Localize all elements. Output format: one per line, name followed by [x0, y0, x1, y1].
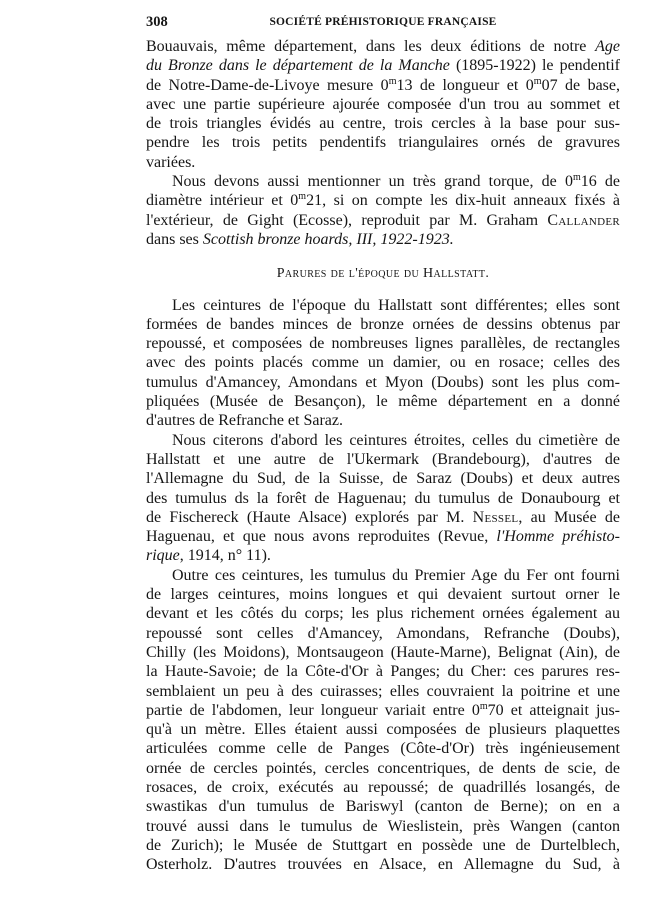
text-fragment: l'Homme préhisto- [496, 528, 620, 546]
text-line [146, 682, 620, 701]
text-fragment: avec une partie supérieure ajourée composée d'un trou au sommet et [146, 95, 620, 113]
superscript: m [572, 172, 581, 184]
text-fragment: de Zurich); le Musée de Stuttgart en possède une de Durtelblech, [146, 836, 620, 854]
text-fragment: de Notre-Dame-de-Livoye mesure 0 [146, 76, 389, 94]
text-line [146, 469, 620, 488]
text-fragment: Osterholz. D'autres trouvées en Alsace, en Allemagne du Sud, à [146, 856, 620, 874]
superscript: m [388, 75, 397, 87]
text-fragment: Hallstatt et une autre de l'Ukermark (Brandebourg), d'autres de [146, 450, 620, 468]
text-line [146, 373, 620, 392]
page-number: 308 [146, 14, 168, 30]
text-fragment: du Bronze dans le département de la Manche [146, 57, 450, 75]
text-line [146, 759, 620, 778]
text-fragment: l'extérieur, de Gight (Ecosse), reproduit par M. Graham [146, 211, 548, 229]
text-line [146, 211, 620, 230]
running-header [146, 14, 620, 32]
text-fragment: tumulus d'Amancey, Amondans et Myon (Doubs) sont les plus com- [146, 373, 620, 391]
text-line [146, 411, 620, 430]
text-fragment: l'Allemagne du Sud, de la Suisse, de Saraz (Doubs) et deux autres [146, 470, 620, 488]
text-line [146, 604, 620, 623]
text-line [146, 817, 620, 836]
text-line [146, 585, 620, 604]
text-line [146, 191, 620, 210]
text-fragment: repoussé, et composées de nombreuses lignes parallèles, de rectangles [146, 335, 620, 353]
text-fragment: semblaient un peu à des cuirasses; elles couvraient la poitrine et une [146, 682, 620, 700]
text-fragment: rique [146, 547, 180, 565]
text-line [146, 431, 620, 450]
text-fragment: 13 de longueur et 0 [396, 76, 534, 94]
journal-title: SOCIÉTÉ PRÉHISTORIQUE FRANÇAISE [269, 16, 497, 28]
text-line [146, 739, 620, 758]
text-fragment: Chilly (les Moidons), Montsaugeon (Haute-Marne), Belignat (Ain), de [146, 643, 620, 661]
text-line [146, 450, 620, 469]
text-fragment: avec des points placés comme un damier, ou en rosace; celles des [146, 354, 620, 372]
text-line [146, 508, 620, 527]
text-fragment: des tumulus ds la forêt de Haguenau; du tumulus de Donaubourg et [146, 489, 620, 507]
text-line [146, 172, 620, 191]
text-line [146, 527, 620, 546]
text-line [146, 230, 620, 249]
text-line [146, 95, 620, 114]
text-fragment: la Haute-Savoie; de la Côte-d'Or à Panges; du Cher: ces parures res- [146, 663, 620, 681]
text-line [146, 778, 620, 797]
text-line [146, 114, 620, 133]
text-line [146, 720, 620, 739]
text-fragment: devant et les côtés du corps; les plus richement ornées également au [146, 605, 620, 623]
text-line [146, 334, 620, 353]
text-fragment: rosaces, de croix, exécutés au repoussé; de quadrillés losangés, de [146, 778, 620, 796]
text-fragment: trouvé aussi dans le tumulus de Wieslistein, près Wangen (canton [146, 817, 620, 835]
text-fragment: , au Musée de [518, 508, 621, 526]
text-line [146, 296, 620, 315]
text-fragment: formées de bandes minces de bronze ornées de dessins obtenus par [146, 315, 620, 333]
text-line [146, 392, 620, 411]
text-line [146, 643, 620, 662]
text-fragment: d'autres de Refranche et Saraz. [146, 412, 343, 430]
text-line [146, 797, 620, 816]
text-line [146, 76, 620, 95]
text-fragment: 16 de [580, 173, 620, 191]
text-fragment: Nous devons aussi mentionner un très grand torque, de 0 [172, 173, 573, 191]
text-line [146, 662, 620, 681]
text-line [146, 315, 620, 334]
text-fragment: (1895-1922) le pendentif [449, 57, 621, 75]
text-fragment: dans ses [146, 230, 203, 248]
body-text [146, 37, 620, 874]
text-line [146, 133, 620, 152]
text-fragment: Haguenau, et que nous avons reproduites (Revue, [146, 528, 497, 546]
text-fragment: pendre les trois petits pendentifs triangulaires ornés de gravures [146, 134, 620, 152]
text-fragment: Nous citerons d'abord les ceintures étroites, celles du cimetière de [172, 431, 620, 449]
text-fragment: Age [595, 38, 620, 55]
text-fragment: diamètre intérieur et 0 [146, 192, 299, 210]
spacer [146, 249, 620, 264]
text-line [146, 566, 620, 585]
text-fragment: swastikas d'un tumulus de Bariswyl (canton de Berne); on en a [146, 798, 620, 816]
superscript: m [298, 191, 307, 203]
text-fragment: Nessel [472, 508, 519, 526]
text-fragment: de larges ceintures, moins longues et qui devaient surtout orner le [146, 586, 620, 604]
superscript: m [479, 700, 488, 712]
text-fragment: qu'à un mètre. Elles étaient aussi composées de plusieurs plaquettes [146, 721, 620, 739]
text-fragment: de trois triangles évidés au centre, trois cercles à la base pour sus- [146, 115, 620, 133]
text-line [146, 546, 620, 565]
text-fragment: articulées comme celle de Panges (Côte-d'Or) très ingénieusement [146, 740, 620, 758]
text-fragment: de Fischereck (Haute Alsace) explorés par M. [146, 508, 473, 526]
text-fragment: 70 et atteignait jus- [487, 701, 621, 719]
text-line [146, 624, 620, 643]
text-fragment: Callander [547, 211, 620, 229]
text-line [146, 153, 620, 172]
text-fragment: Bouauvais, même département, dans les deux éditions de notre [146, 38, 596, 55]
text-fragment: 07 de base, [541, 76, 621, 94]
section-heading: Parures de l'époque du Hallstatt. [276, 266, 490, 282]
text-fragment: ornée de cercles pointés, cercles concentriques, de dents de scie, de [146, 759, 620, 777]
text-line [146, 37, 620, 56]
text-fragment: , 1914, n° 11). [179, 547, 271, 565]
text-fragment: 21, si on compte les dix-huit anneaux fixés à [306, 192, 620, 210]
text-line [146, 56, 620, 75]
spacer [146, 284, 620, 296]
text-fragment: partie de l'abdomen, leur longueur variait entre 0 [146, 701, 480, 719]
text-fragment: variées. [146, 153, 196, 171]
text-line [146, 855, 620, 874]
superscript: m [533, 75, 542, 87]
text-line [146, 836, 620, 855]
text-line [146, 701, 620, 720]
text-fragment: repoussé sont celles d'Amancey, Amondans, Refranche (Doubs), [146, 624, 620, 642]
text-line [146, 353, 620, 372]
text-fragment: Scottish bronze hoards, III, 1922-1923. [202, 230, 454, 248]
text-line [146, 489, 620, 508]
text-fragment: pliquées (Musée de Besançon), le même département en a donné [146, 393, 620, 411]
text-fragment: Outre ces ceintures, les tumulus du Premier Age du Fer ont fourni [172, 566, 620, 584]
text-fragment: Les ceintures de l'époque du Hallstatt sont différentes; elles sont [172, 296, 620, 314]
